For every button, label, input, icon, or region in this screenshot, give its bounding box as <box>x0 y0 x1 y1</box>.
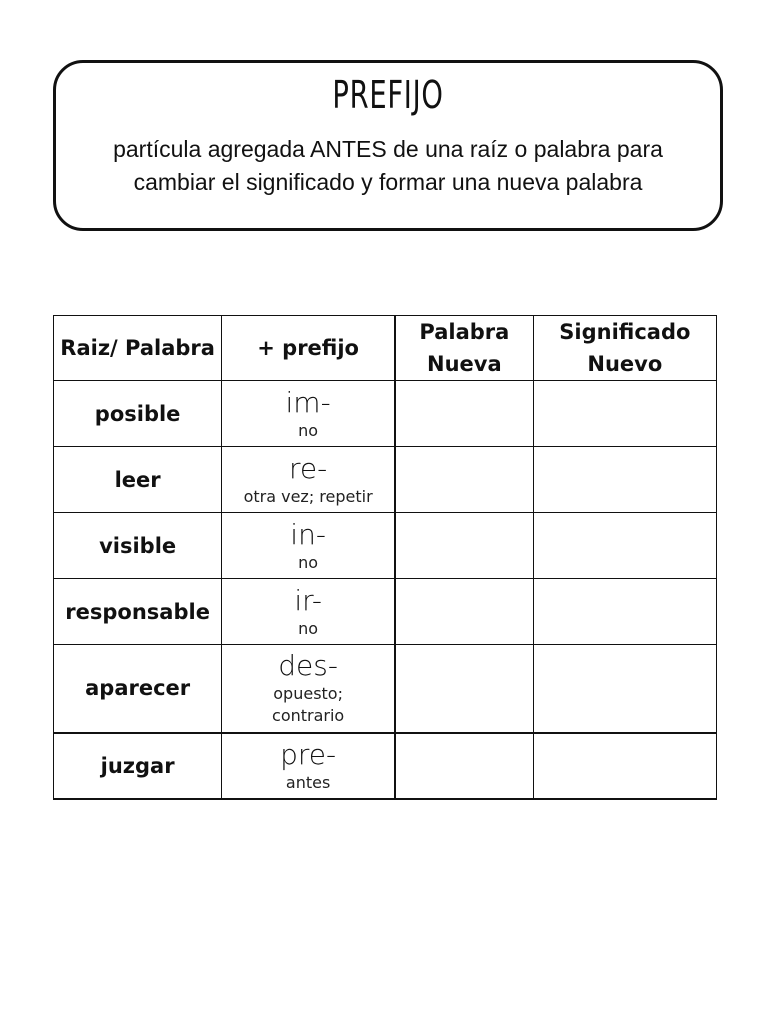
new-word-cell[interactable] <box>395 513 533 579</box>
prefix-cell <box>222 733 395 799</box>
table-header-row <box>54 316 717 381</box>
definition-title: PREFIJO <box>332 73 444 117</box>
table-row <box>54 447 717 513</box>
header-prefix: + prefijo <box>222 316 395 381</box>
prefix-text: in- <box>290 517 326 551</box>
prefix-meaning: no <box>298 618 319 638</box>
definition-box <box>53 60 723 231</box>
root-word: responsable <box>54 579 222 645</box>
root-word: leer <box>54 447 222 513</box>
prefix-text: im- <box>285 385 331 419</box>
new-meaning-cell[interactable] <box>533 733 716 799</box>
prefix-meaning: no <box>298 420 319 440</box>
new-word-cell[interactable] <box>395 579 533 645</box>
new-meaning-cell[interactable] <box>533 579 716 645</box>
prefix-cell <box>222 645 395 733</box>
prefix-table <box>53 315 717 800</box>
table-row <box>54 381 717 447</box>
table-row <box>54 645 717 733</box>
root-word: aparecer <box>54 645 222 733</box>
prefix-meaning: antes <box>285 772 331 792</box>
definition-text: partícula agregada ANTES de una raíz o palabra para cambiar el significado y formar una nueva palabra <box>113 136 663 195</box>
prefix-cell <box>222 447 395 513</box>
table-row <box>54 733 717 799</box>
prefix-meaning: opuesto; contrario <box>272 684 345 726</box>
new-word-cell[interactable] <box>395 733 533 799</box>
header-new-word: Palabra Nueva <box>395 316 533 381</box>
prefix-text: des- <box>278 649 338 683</box>
table-row <box>54 513 717 579</box>
prefix-text: re- <box>289 451 328 485</box>
new-meaning-cell[interactable] <box>533 447 716 513</box>
table-row <box>54 579 717 645</box>
new-word-cell[interactable] <box>395 447 533 513</box>
new-meaning-cell[interactable] <box>533 645 716 733</box>
header-new-meaning: Significado Nuevo <box>533 316 716 381</box>
new-word-cell[interactable] <box>395 645 533 733</box>
prefix-cell <box>222 513 395 579</box>
root-word: visible <box>54 513 222 579</box>
root-word: posible <box>54 381 222 447</box>
prefix-cell <box>222 381 395 447</box>
prefix-text: pre- <box>280 737 337 771</box>
new-meaning-cell[interactable] <box>533 513 716 579</box>
prefix-meaning: no <box>298 552 319 572</box>
root-word: juzgar <box>54 733 222 799</box>
prefix-meaning: otra vez; repetir <box>243 486 373 506</box>
prefix-cell <box>222 579 395 645</box>
header-root: Raiz/ Palabra <box>54 316 222 381</box>
new-meaning-cell[interactable] <box>533 381 716 447</box>
new-word-cell[interactable] <box>395 381 533 447</box>
prefix-text: ir- <box>294 583 322 617</box>
